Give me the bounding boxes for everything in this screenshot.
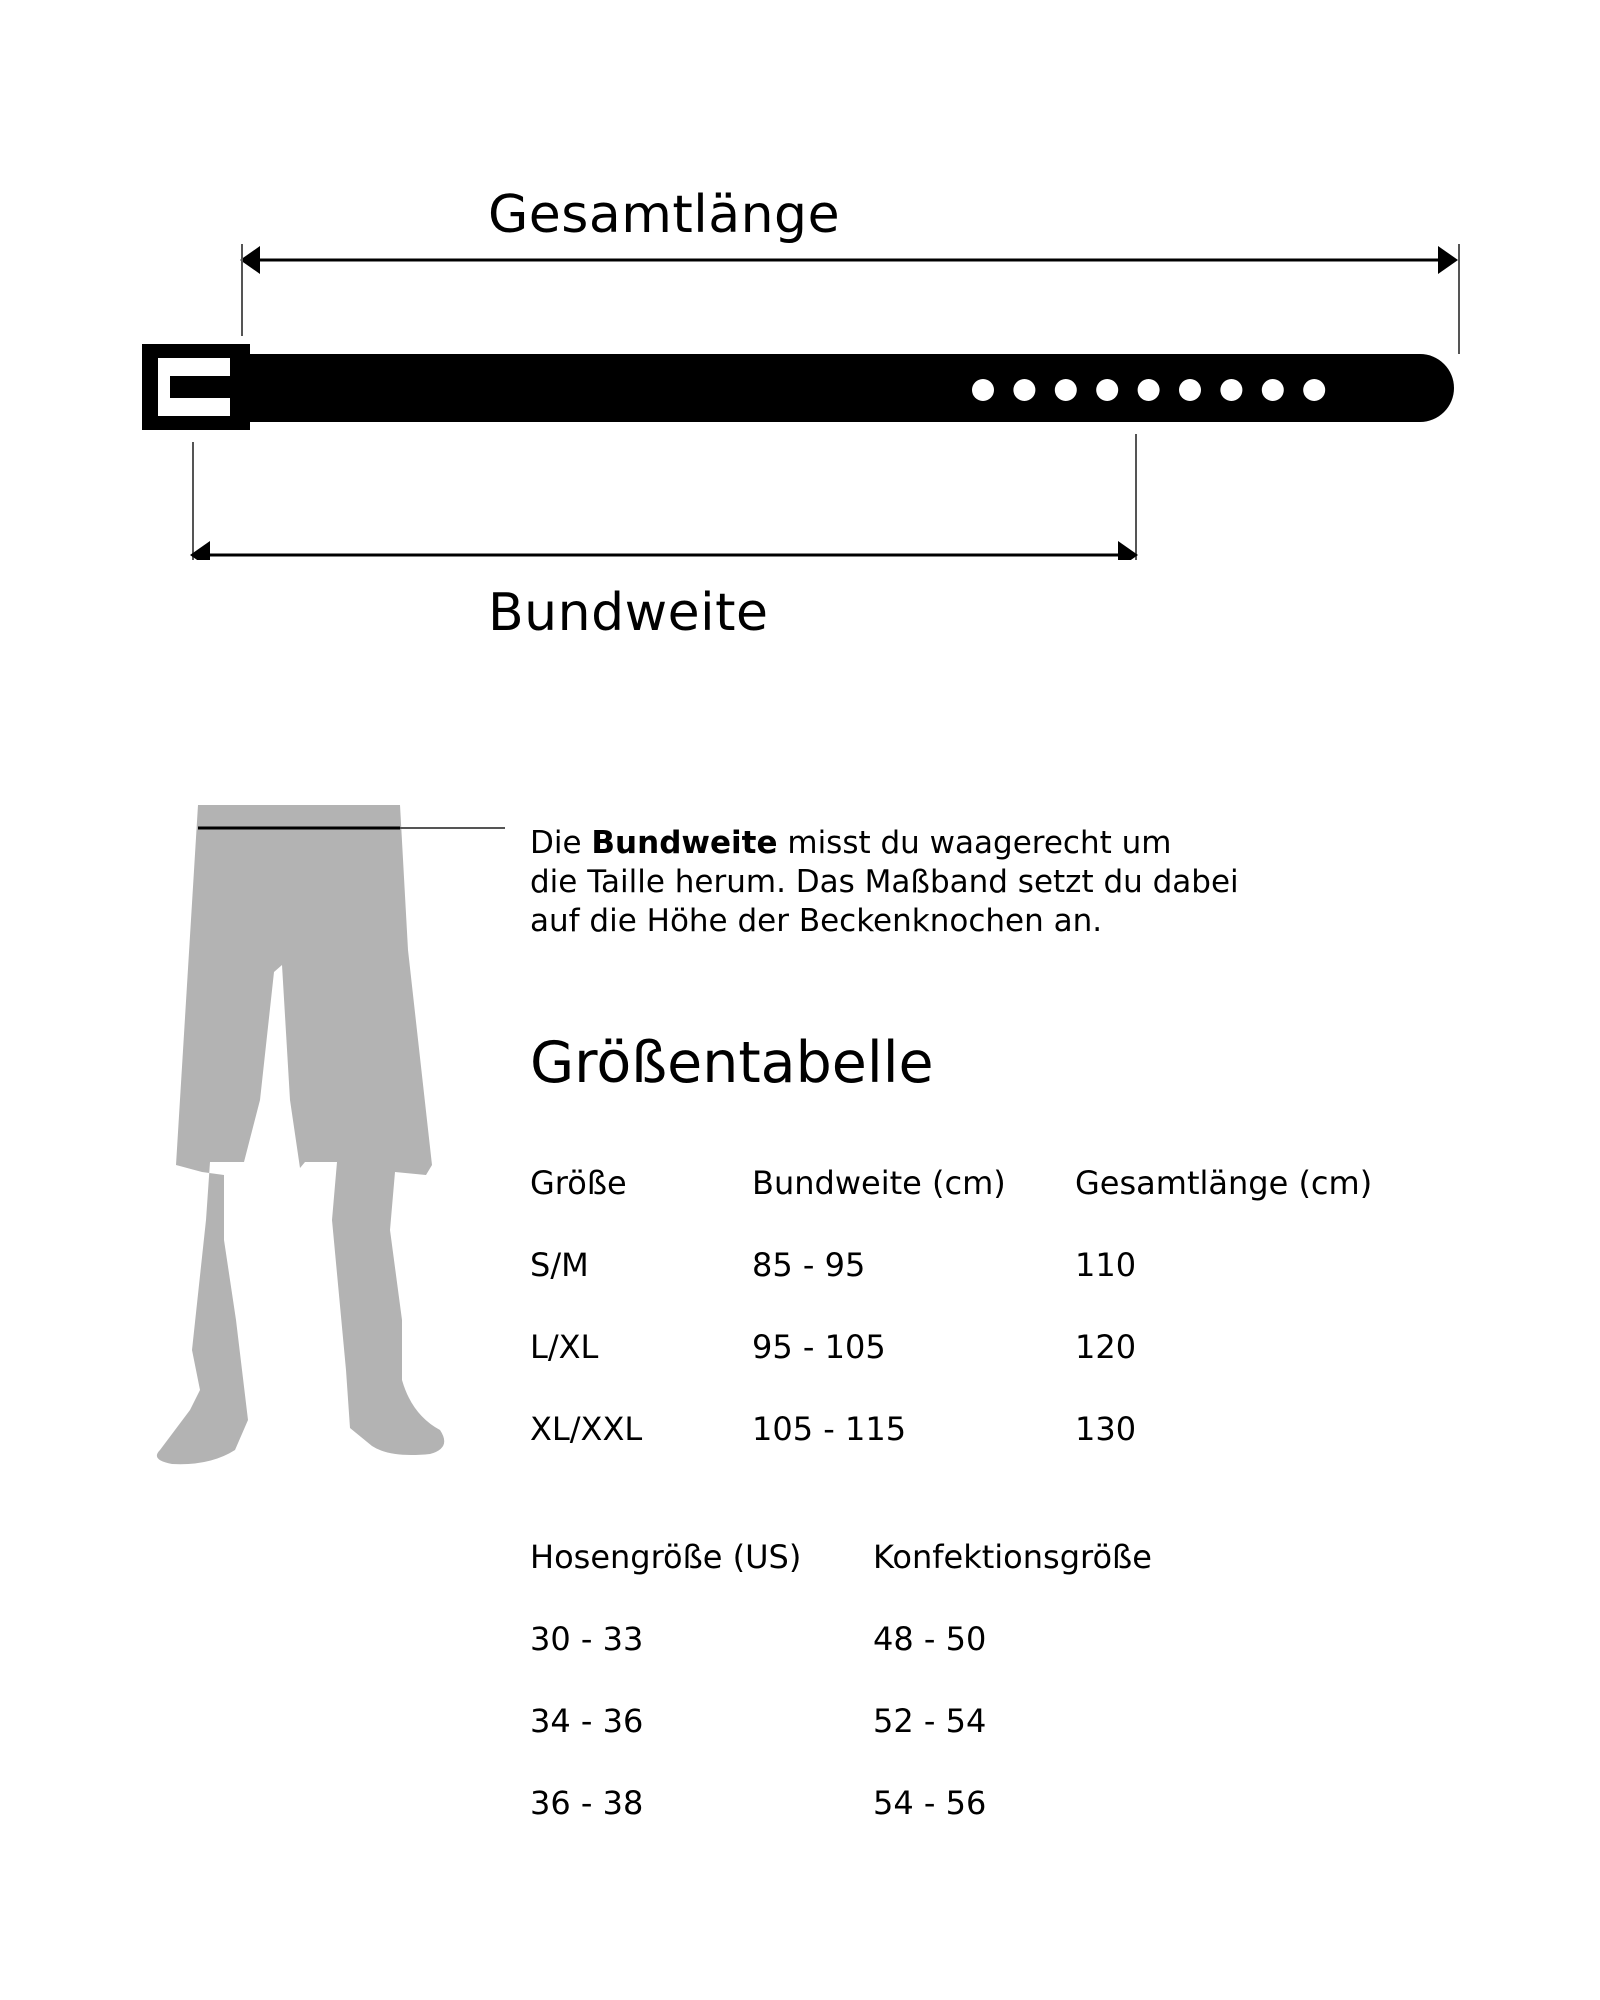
size-table-cell: 110 [1075, 1246, 1137, 1284]
instructions-line-1: Die Bundweite misst du waagerecht um [530, 825, 1172, 861]
legs-silhouette [140, 800, 520, 1480]
size-table-cell: 105 - 115 [752, 1410, 907, 1448]
total-length-label: Gesamtlänge [488, 185, 841, 245]
belt-hole [1303, 379, 1325, 401]
shorts-silhouette [157, 805, 444, 1464]
belt-hole [1262, 379, 1284, 401]
belt-buckle [142, 344, 250, 430]
belt-hole [1096, 379, 1118, 401]
waist-measuring-instructions [530, 824, 1430, 941]
belt-hole [972, 379, 994, 401]
belt-hole [1013, 379, 1035, 401]
conversion-table-cell: 54 - 56 [873, 1784, 987, 1822]
conversion-table-cell: 52 - 54 [873, 1702, 987, 1740]
size-table-header-length: Gesamtlänge (cm) [1075, 1164, 1373, 1202]
total-length-arrow-right-head [1438, 246, 1458, 274]
belt-holes [972, 379, 1325, 401]
size-table-cell: 95 - 105 [752, 1328, 886, 1366]
size-table-cell: L/XL [530, 1328, 599, 1366]
instructions-bold-term: Bundweite [591, 825, 778, 861]
size-table-cell: S/M [530, 1246, 589, 1284]
conversion-table-cell: 30 - 33 [530, 1620, 644, 1658]
belt-hole [1179, 379, 1201, 401]
conversion-table-header-us: Hosengröße (US) [530, 1538, 802, 1576]
size-table-cell: 120 [1075, 1328, 1137, 1366]
conversion-table-header-eu: Konfektionsgröße [873, 1538, 1152, 1576]
size-table-cell: XL/XXL [530, 1410, 643, 1448]
belt-hole [1055, 379, 1077, 401]
belt-hole [1138, 379, 1160, 401]
conversion-table-cell: 36 - 38 [530, 1784, 644, 1822]
size-table-header-waist: Bundweite (cm) [752, 1164, 1006, 1202]
size-table-header-size: Größe [530, 1164, 627, 1202]
instructions-line-2: die Taille herum. Das Maßband setzt du dabei [530, 864, 1239, 900]
instructions-line-3: auf die Höhe der Beckenknochen an. [530, 903, 1103, 939]
waist-label: Bundweite [488, 583, 769, 643]
belt-hole [1220, 379, 1242, 401]
size-table-title: Größentabelle [530, 1030, 934, 1096]
conversion-table-cell: 34 - 36 [530, 1702, 644, 1740]
size-table-cell: 130 [1075, 1410, 1137, 1448]
belt-diagram [0, 0, 1600, 560]
conversion-table-cell: 48 - 50 [873, 1620, 987, 1658]
size-table-cell: 85 - 95 [752, 1246, 866, 1284]
